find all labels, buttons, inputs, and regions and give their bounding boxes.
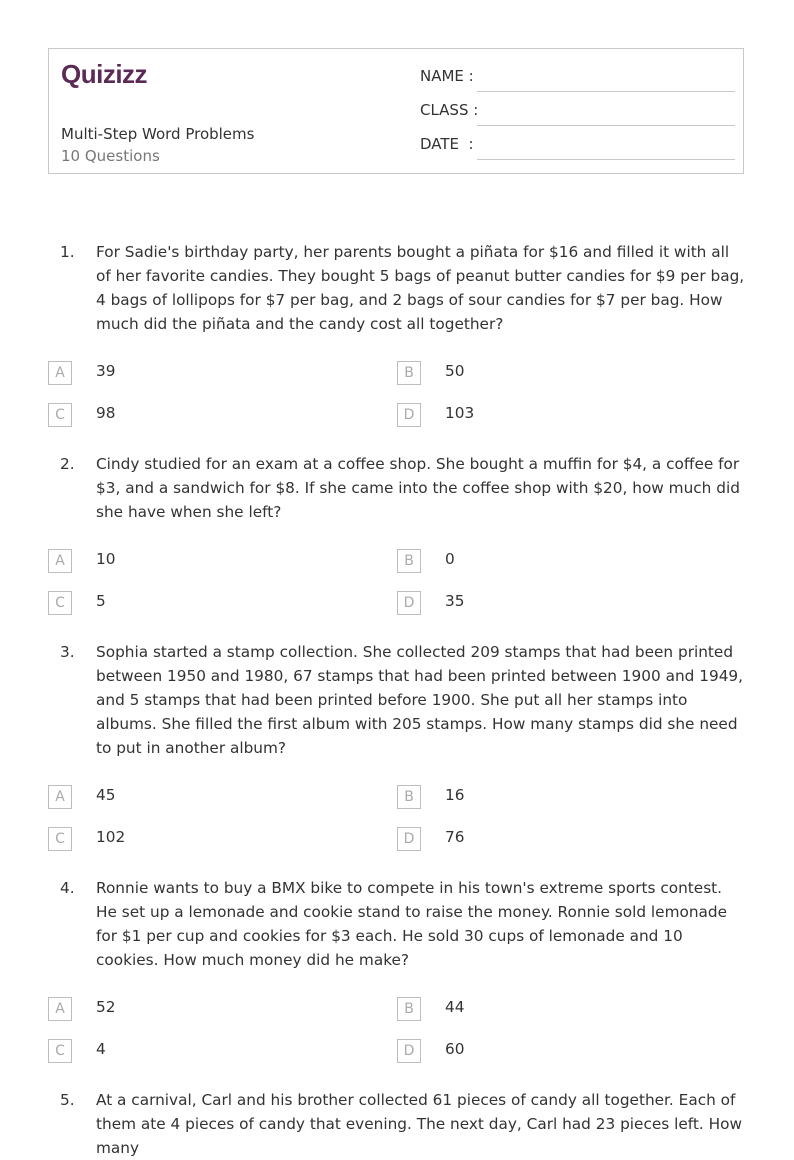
quizizz-logo: Quizizz [61,59,148,89]
question-text: At a carnival, Carl and his brother collected 61 pieces of candy all together. Each of them ate 4 pieces of candy that evening. The next day, Carl had 23 pieces left. How many [96,1091,742,1157]
option-value: 44 [445,998,465,1016]
option-letter-box: D [397,403,421,427]
option-value: 10 [96,550,116,568]
option-letter-box: A [48,361,72,385]
option-letter-box: C [48,1039,72,1063]
date-field[interactable] [420,135,734,163]
question-text: Cindy studied for an exam at a coffee shop. She bought a muffin for $4, a coffee for $3, and a sandwich for $8. If she came into the coffee shop with $20, how much did she have when she left? [96,455,740,521]
option-letter-box: A [48,997,72,1021]
option-value: 4 [96,1040,106,1058]
option-value: 52 [96,998,116,1016]
option-letter-box: B [397,361,421,385]
option-value: 98 [96,404,116,422]
option-letter-box: B [397,997,421,1021]
option-value: 60 [445,1040,465,1058]
option-letter-box: D [397,1039,421,1063]
option-value: 50 [445,362,465,380]
option-value: 39 [96,362,116,380]
option-letter-box: D [397,591,421,615]
option-value: 76 [445,828,465,846]
name-label: NAME : [420,67,474,85]
name-field[interactable] [420,67,734,95]
option-value: 0 [445,550,455,568]
date-label: DATE : [420,135,474,153]
option-letter-box: A [48,549,72,573]
question-text: For Sadie's birthday party, her parents bought a piñata for $16 and filled it with all of her favorite candies. They bought 5 bags of peanut butter candies for $9 per bag, 4 bags of lollipops for $7 per bag, and 2 bags of sour candies for $7 per bag. How much did the piñata and the candy cost all together? [96,243,745,333]
option-letter-box: C [48,403,72,427]
worksheet-title: Multi-Step Word Problems [61,125,255,143]
question-number: 4. [60,879,75,897]
question-number: 5. [60,1091,75,1109]
class-field[interactable] [420,101,734,129]
option-value: 5 [96,592,106,610]
class-label: CLASS : [420,101,479,119]
option-letter-box: B [397,549,421,573]
question-text: Ronnie wants to buy a BMX bike to compete in his town's extreme sports contest. He set up a lemonade and cookie stand to raise the money. Ronnie sold lemonade for $1 per cup and cookies for $3 each. He sold 30 cups of lemonade and 10 cookies. How much money did he make? [96,879,728,969]
option-letter-box: B [397,785,421,809]
question-number: 2. [60,455,75,473]
class-line[interactable] [477,125,735,126]
option-value: 102 [96,828,126,846]
option-value: 35 [445,592,465,610]
name-line[interactable] [477,91,735,92]
option-value: 103 [445,404,475,422]
question-number: 1. [60,243,75,261]
option-value: 45 [96,786,116,804]
question-text: Sophia started a stamp collection. She collected 209 stamps that had been printed between 1950 and 1980, 67 stamps that had been printed between 1900 and 1949, and 5 stamps that had been printed before 1900. She put all her stamps into albums. She filled the first album with 205 stamps. How many stamps did she need to put in another album? [96,643,744,757]
option-letter-box: C [48,591,72,615]
worksheet-header [48,48,744,174]
option-letter-box: A [48,785,72,809]
option-letter-box: D [397,827,421,851]
question-number: 3. [60,643,75,661]
date-line[interactable] [477,159,735,160]
option-value: 16 [445,786,465,804]
option-letter-box: C [48,827,72,851]
question-count: 10 Questions [61,147,160,165]
